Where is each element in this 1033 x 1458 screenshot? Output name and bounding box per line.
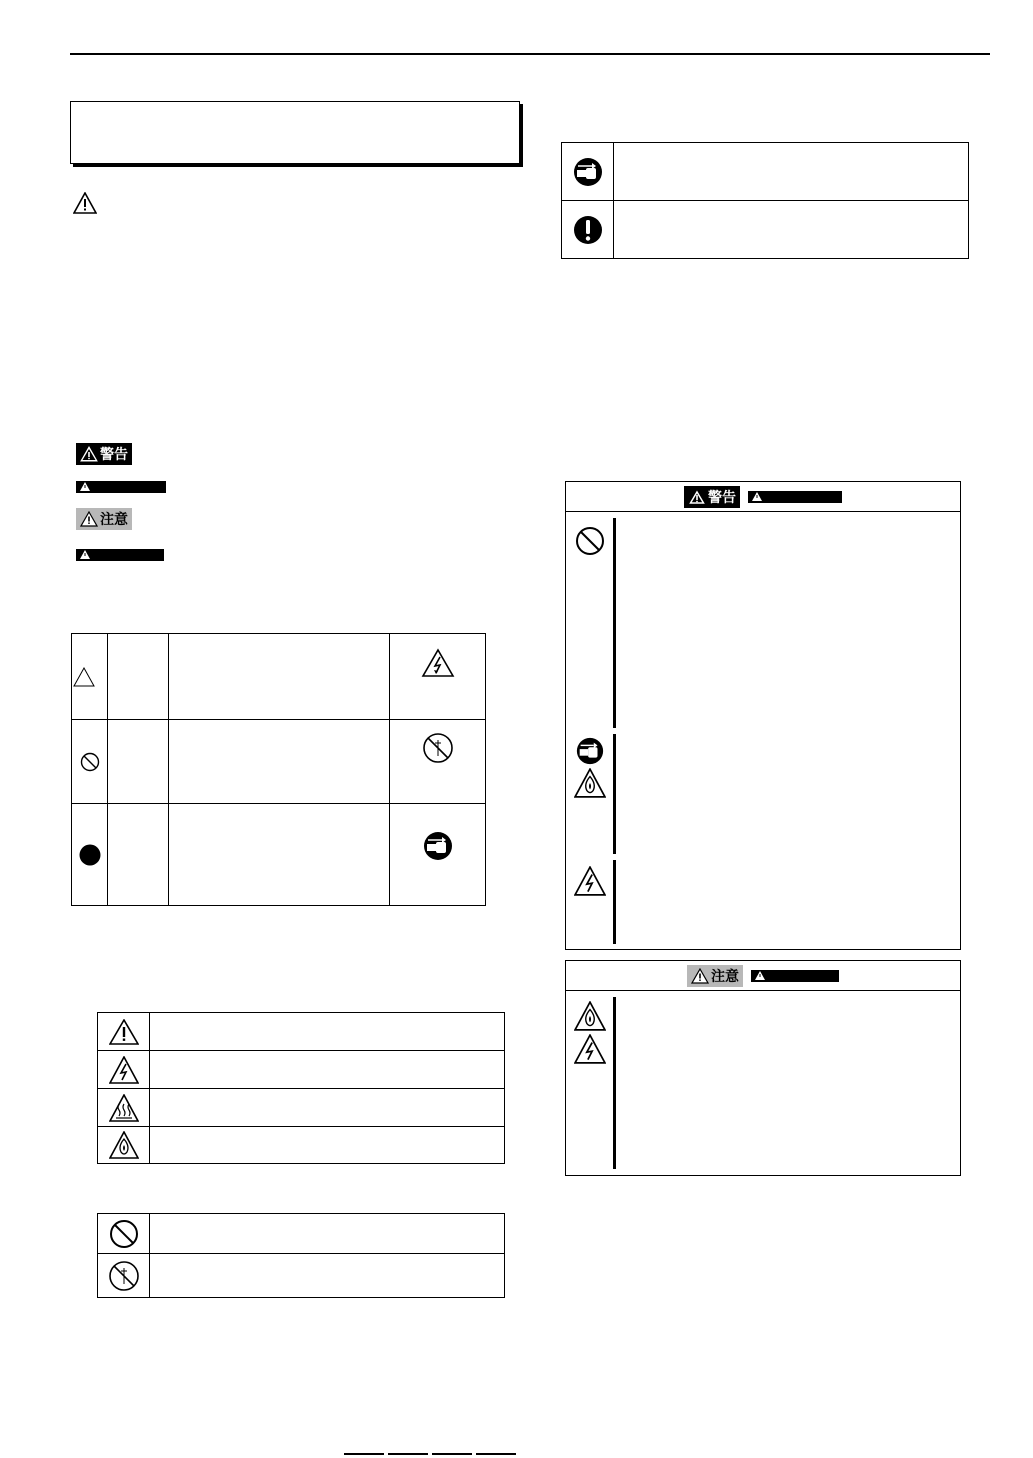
small-triangle-icon [755, 971, 765, 980]
warning-triangle-icon [80, 446, 98, 462]
caution-bar-badge [76, 544, 164, 563]
warning-box-title: 警告 [708, 489, 736, 506]
no-disassembly-icon [422, 732, 454, 764]
section-title [71, 102, 519, 130]
item-bar [613, 997, 616, 1169]
fire-icon [574, 768, 606, 798]
unplug-icon [422, 830, 454, 862]
caution-triangle-icon [73, 192, 97, 214]
mandatory-dot-icon [78, 843, 102, 867]
caution-box [565, 960, 961, 1176]
caution-box-header [566, 961, 960, 991]
caution-label: 注意 [100, 512, 128, 528]
caution-triangle-icon [109, 1019, 139, 1045]
outline-triangle-icon [73, 667, 95, 687]
caution-small-triangle-icon [80, 511, 98, 527]
warning-triangle-icon [688, 489, 706, 505]
prohibition-icon-table [97, 1213, 505, 1298]
warning-bar-badge [76, 476, 166, 495]
fire-icon [574, 1001, 606, 1031]
header-rule [70, 53, 990, 55]
unplug-icon [572, 156, 604, 188]
no-disassembly-icon [108, 1260, 140, 1292]
warning-label: 警告 [100, 447, 128, 463]
item-bar [613, 860, 616, 944]
unplug-icon [575, 736, 605, 766]
symbol-table [71, 633, 486, 906]
hazard-icon-table [97, 1012, 505, 1164]
prohibition-icon [575, 526, 605, 556]
caution-badge [76, 508, 132, 531]
mandatory-icon [572, 214, 604, 246]
caution-small-triangle-icon [691, 968, 709, 984]
caution-box-title: 注意 [711, 968, 739, 985]
prohibition-icon [80, 752, 100, 772]
section-title-box [70, 101, 520, 164]
item-bar [613, 518, 616, 728]
scan-edge [0, 1450, 1033, 1458]
warning-box-header [566, 482, 960, 512]
small-triangle-icon [752, 492, 762, 501]
instruction-icon-table [561, 142, 969, 259]
small-triangle-icon [80, 550, 90, 559]
electric-shock-icon [109, 1056, 139, 1084]
warning-badge [76, 443, 132, 466]
electric-shock-icon [574, 1034, 606, 1064]
table-row [72, 634, 108, 720]
prohibition-icon [109, 1219, 139, 1249]
warning-box [565, 481, 961, 950]
hot-surface-icon [109, 1094, 139, 1122]
fire-icon [109, 1131, 139, 1159]
electric-shock-icon [421, 648, 455, 678]
electric-shock-icon [574, 866, 606, 896]
item-bar [613, 734, 616, 854]
small-triangle-icon [80, 482, 90, 491]
